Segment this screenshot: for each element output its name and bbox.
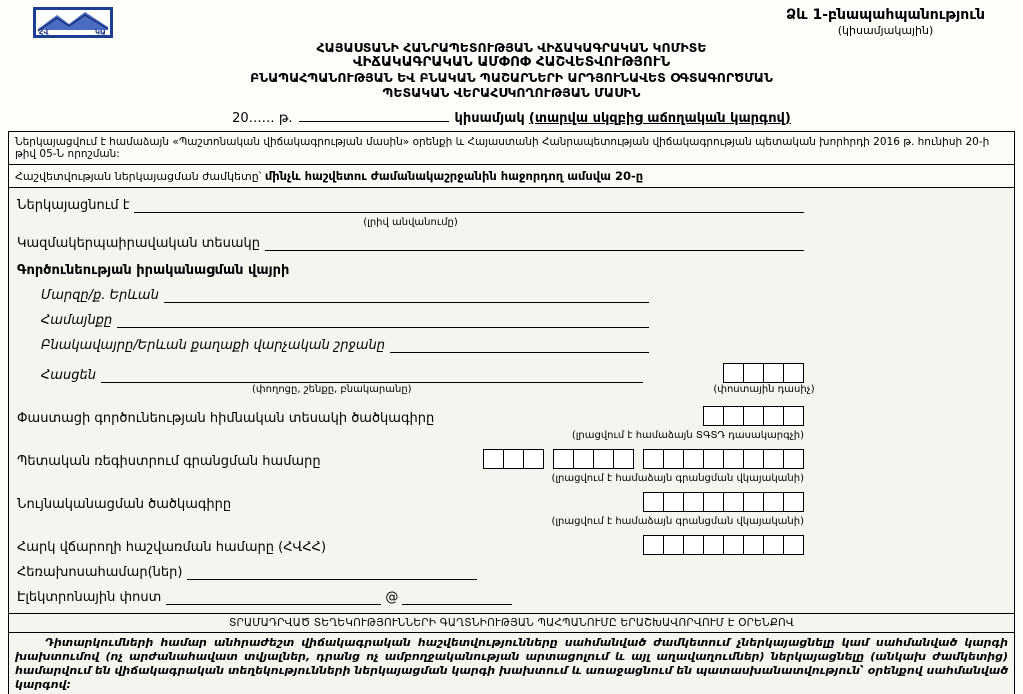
deadline-notice [9,165,1014,188]
form-periodicity: (կիսամյակային) [837,24,934,37]
period-word: կիսամյակ [454,111,525,126]
code-box[interactable] [683,449,704,469]
community-input[interactable] [117,313,649,328]
field-state-register [17,449,804,469]
code-box[interactable] [763,363,784,383]
id-code-boxes [643,492,804,512]
field-tin [17,535,804,555]
code-box[interactable] [503,449,524,469]
address-hints-row [17,384,815,396]
community-label: Համայնքը [41,313,113,328]
presented-by-input[interactable] [134,198,804,213]
title-subject-line1: ԲՆԱՊԱՀՊԱՆՈՒԹՅԱՆ ԵՎ ԲՆԱԿԱՆ ՊԱՇԱՐՆԵՐԻ ԱՐԴՅՈՒՆԱՎԵՏ ՕԳՏԱԳՈՐԾՄԱՆ [250,70,773,85]
presented-by-hint-row [17,214,804,226]
state-register-hint: (լրացվում է համաձայն գրանցման վկայականի) [551,473,804,484]
code-box[interactable] [613,449,634,469]
field-activity-code [17,406,804,426]
activity-place-heading: Գործունեության իրականացման վայրի [17,263,290,278]
code-box[interactable] [723,492,744,512]
marz-input[interactable] [164,288,649,303]
presented-by-hint: (լրիվ անվանումը) [363,217,458,228]
code-box[interactable] [703,406,724,426]
code-box[interactable] [643,492,664,512]
id-code-hint: (լրացվում է համաձայն գրանցման վկայականի) [551,516,804,527]
code-box[interactable] [643,449,664,469]
tin-boxes [643,535,804,555]
year-prefix: 20…… թ. [232,111,293,126]
logo-letters-right: ԿԱ [95,28,106,37]
field-email [17,590,804,605]
title-report-type: ՎԻՃԱԿԱԳՐԱԿԱՆ ԱՄՓՈՓ ՀԱՇՎԵՏՎՈՒԹՅՈՒՆ [352,54,671,70]
field-marz [17,288,804,303]
code-box[interactable] [783,449,804,469]
legal-notice: Ներկայացվում է համաձայն «Պաշտոնական վիճակագրության մասին» օրենքի և Հայաստանի Հանրապետության վիճակագրության պետական խորհրդի 2016 թ. հունիսի 20-ի թիվ 05-Ն որոշման: [9,132,1014,165]
postal-code-boxes [723,363,804,383]
address-hint: (փողոցը, շենքը, բնակարանը) [252,384,412,395]
address-label: Հասցեն [41,368,96,383]
state-register-boxes [483,449,804,469]
title-committee: ՀԱՅԱՍՏԱՆԻ ՀԱՆՐԱՊԵՏՈՒԹՅԱՆ ՎԻՃԱԿԱԳՐԱԿԱՆ ԿՈՄԻՏԵ [316,40,707,55]
field-id-code [17,492,804,512]
presented-by-label: Ներկայացնում է [17,198,130,213]
code-box[interactable] [723,406,744,426]
code-box[interactable] [723,535,744,555]
semester-blank[interactable] [299,107,449,122]
state-register-label: Պետական ռեգիստրում գրանցման համարը [17,454,321,469]
state-register-hint-row [17,470,804,482]
activity-code-boxes [703,406,804,426]
form-number: Ձև 1-բնապահպանություն [786,7,985,23]
code-box[interactable] [703,535,724,555]
confidentiality-notice: ՏՐԱՄԱԴՐՎԱԾ ՏԵՂԵԿՈՒԹՅՈՒՆՆԵՐԻ ԳԱՂՏՆԻՈՒԹՅԱՆ ՊԱՀՊԱՆՈՒՄԸ ԵՐԱՇԽԱՎՈՐՎՈՒՄ Է ՕՐԵՆՔՈՎ [9,614,1014,633]
code-box[interactable] [783,363,804,383]
code-box[interactable] [743,406,764,426]
armstat-logo [33,7,113,38]
field-address [17,363,804,383]
code-box[interactable] [643,535,664,555]
tin-label: Հարկ վճարողի հաշվառման համարը (ՀՎՀՀ) [17,540,327,555]
marz-label: Մարզը/ք. Երևան [41,288,159,303]
code-box[interactable] [743,449,764,469]
activity-code-hint: (լրացվում է համաձայն ՏԳՏԴ դասակարգչի) [571,430,804,441]
phone-label: Հեռախոսահամար(ներ) [17,565,183,580]
code-box[interactable] [703,449,724,469]
activity-code-label: Փաստացի գործունեության հիմնական տեսակի ծածկագիրը [17,411,435,426]
state-register-boxes-group2 [553,449,634,469]
code-box[interactable] [483,449,504,469]
code-box[interactable] [743,363,764,383]
report-period-line [8,107,1015,125]
deadline-prefix: Հաշվետվության ներկայացման ժամկետը՝ [15,170,262,183]
form-header [8,5,1015,38]
code-box[interactable] [663,535,684,555]
code-box[interactable] [553,449,574,469]
code-box[interactable] [523,449,544,469]
org-type-label: Կազմակերպաիրավական տեսակը [17,236,260,251]
code-box[interactable] [783,492,804,512]
armstat-logo-image [33,7,113,38]
code-box[interactable] [783,535,804,555]
phone-input[interactable] [187,565,477,580]
code-box[interactable] [783,406,804,426]
email-local-input[interactable] [166,590,381,605]
deadline-value: մինչև հաշվետու ժամանակաշրջանին հաջորդող ամսվա 20-ը [264,169,644,183]
org-type-input[interactable] [265,236,804,251]
address-input[interactable] [101,368,643,383]
code-box[interactable] [743,535,764,555]
code-box[interactable] [573,449,594,469]
code-box[interactable] [723,449,744,469]
settlement-label: Բնակավայրը/Երևան քաղաքի վարչական շրջանը [41,338,385,353]
id-code-label: Նույնականացման ծածկագիրը [17,497,232,512]
code-box[interactable] [763,406,784,426]
logo-letters-left: ՀՎ [39,28,49,37]
form-titles [8,40,1015,100]
period-note: (տարվա սկզբից աճողական կարգով) [528,111,791,126]
code-box[interactable] [663,492,684,512]
field-phone [17,565,804,580]
email-domain-input[interactable] [402,590,512,605]
email-at-sign: @ [385,590,399,605]
email-label: Էլեկտրոնային փոստ [17,590,162,605]
postal-code-hint: (փոստային դասիչ) [713,384,815,395]
code-box[interactable] [683,535,704,555]
title-subject-line2: ՊԵՏԱԿԱՆ ՎԵՐԱՀՍԿՈՂՈՒԹՅԱՆ ՄԱՍԻՆ [382,85,641,100]
id-code-hint-row [17,513,804,525]
field-presented-by [17,198,804,213]
code-box[interactable] [593,449,614,469]
fields-section [9,188,1014,614]
state-register-boxes-group3 [643,449,804,469]
code-box[interactable] [723,363,744,383]
field-org-type [17,236,804,251]
field-community [17,313,804,328]
code-box[interactable] [743,492,764,512]
code-box[interactable] [683,492,704,512]
code-box[interactable] [663,449,684,469]
code-box[interactable] [703,492,724,512]
code-box[interactable] [763,449,784,469]
activity-code-hint-row [17,427,804,439]
state-register-boxes-group1 [483,449,544,469]
form-body [8,131,1015,694]
form-id-block [786,7,985,37]
penalty-note: Դիտարկումների համար անհրաժեշտ վիճակագրական հաշվետվությունները սահմանված ժամկետում չներկայացնելը կամ սահմանված կարգի խախտումով (ոչ արժանահավատ տվյալներ, դրանց ոչ ամբողջականության արտացոլում և այլ աղավաղումներ) ներկայացնելը (անկախ ժամկետից) համարվում են վիճակագրական տեղեկությունների ներկայացման կարգի խախտում և առաջացնում են պատասխանատվություն՝ օրենքով սահմանված կարգով: [9,633,1014,694]
code-box[interactable] [763,492,784,512]
settlement-input[interactable] [390,338,649,353]
code-box[interactable] [763,535,784,555]
field-settlement [17,338,804,353]
